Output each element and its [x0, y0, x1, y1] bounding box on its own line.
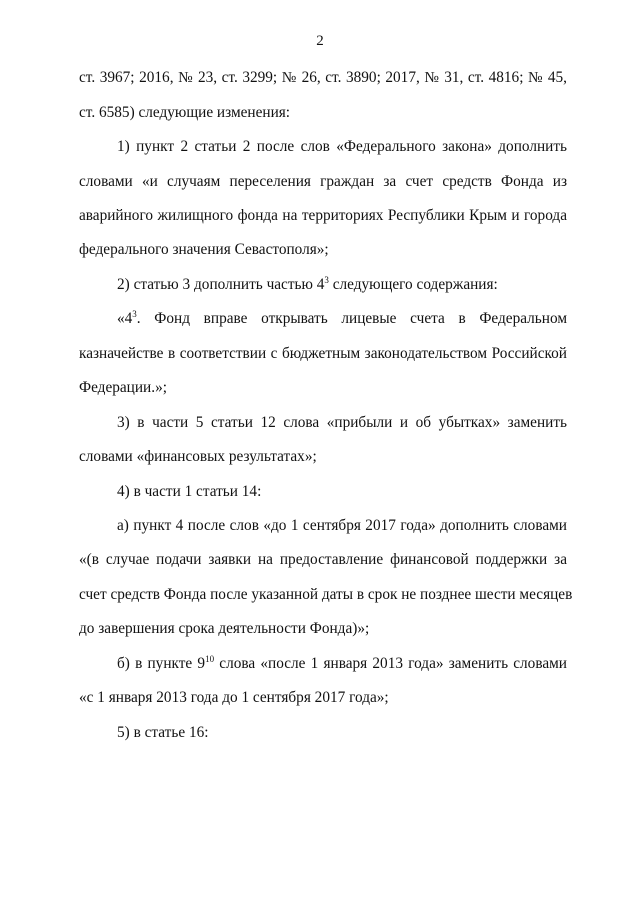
- text-line: казначействе в соответствии с бюджетным законодательством Российской: [79, 345, 567, 362]
- text-fragment: 2) статью 3 дополнить частью 4: [117, 276, 325, 293]
- text-fragment: слова «после 1 января 2013 года» заменить словами: [214, 655, 567, 672]
- text-fragment: . Фонд вправе открывать лицевые счета в Федеральном: [136, 310, 567, 327]
- text-line: 5) в статье 16:: [117, 724, 209, 741]
- text-line: счет средств Фонда после указанной даты в срок не позднее шести месяцев: [79, 586, 573, 603]
- text-line: ст. 6585) следующие изменения:: [79, 104, 291, 121]
- superscript: 3: [324, 275, 329, 285]
- text-line: ст. 3967; 2016, № 23, ст. 3299; № 26, ст. 3890; 2017, № 31, ст. 4816; № 45,: [79, 69, 567, 86]
- text-fragment: следующего содержания:: [328, 276, 498, 293]
- text-line: Федерации.»;: [79, 379, 167, 396]
- text-line: аварийного жилищного фонда на территориях Республики Крым и города: [79, 207, 567, 224]
- text-line: [117, 275, 567, 295]
- text-line: 3) в части 5 статьи 12 слова «прибыли и об убытках» заменить: [117, 414, 567, 431]
- text-line: [117, 309, 567, 329]
- text-line: [117, 654, 567, 674]
- text-line: «с 1 января 2013 года до 1 сентября 2017 года»;: [79, 689, 389, 706]
- text-line: 1) пункт 2 статьи 2 после слов «Федерального закона» дополнить: [117, 138, 567, 155]
- text-line: «(в случае подачи заявки на предоставление финансовой поддержки за: [79, 551, 567, 568]
- text-line: словами «и случаям переселения граждан за счет средств Фонда из: [79, 173, 567, 190]
- text-line: 4) в части 1 статьи 14:: [117, 483, 262, 500]
- text-line: до завершения срока деятельности Фонда)»;: [79, 620, 370, 637]
- text-line: федерального значения Севастополя»;: [79, 241, 329, 258]
- text-fragment: «4: [117, 310, 133, 327]
- text-line: а) пункт 4 после слов «до 1 сентября 2017 года» дополнить словами: [117, 517, 567, 534]
- page-number: 2: [316, 33, 324, 49]
- text-fragment: б) в пункте 9: [117, 655, 206, 672]
- superscript: 3: [132, 309, 137, 319]
- text-line: словами «финансовых результатах»;: [79, 448, 317, 465]
- superscript: 10: [205, 654, 215, 664]
